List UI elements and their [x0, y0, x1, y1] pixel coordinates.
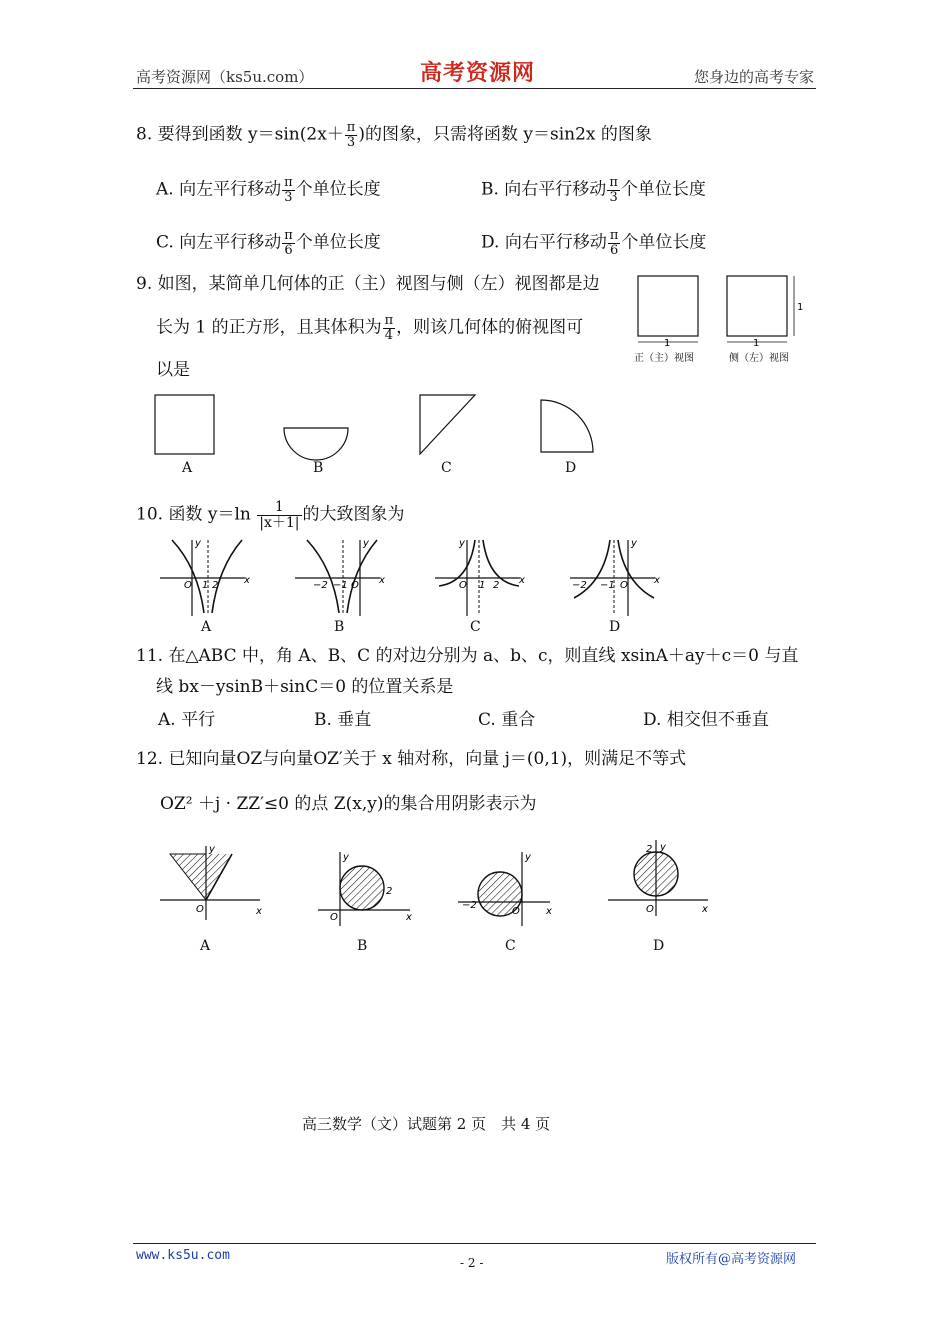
q9-line1: 9. 如图，某简单几何体的正（主）视图与侧（左）视图都是边 — [136, 274, 600, 294]
q12-label-a[interactable]: A — [200, 938, 211, 954]
side-view-dim-v: 1 — [797, 302, 804, 313]
svg-text:1: 1 — [479, 580, 486, 591]
q12-line2: OZ² ＋j · ZZ′≤0 的点 Z(x,y)的集合用阴影表示为 — [160, 794, 537, 814]
footer-rule — [133, 1243, 816, 1244]
q12-line1: 12. 已知向量OZ与向量OZ′关于 x 轴对称，向量 j＝(0,1)，则满足不等式 — [136, 749, 687, 769]
svg-text:x: x — [244, 575, 250, 586]
q9-label-a[interactable]: A — [182, 460, 193, 476]
svg-text:−2: −2 — [572, 580, 587, 591]
q9-three-views — [630, 270, 810, 360]
q9-label-c[interactable]: C — [441, 460, 452, 476]
front-view-caption: 正（主）视图 — [634, 353, 694, 364]
footer-page-number: - 2 - — [460, 1256, 484, 1270]
q8-option-c[interactable]: C. 向左平行移动 $\frac{\pi}{6}$ 个单位长度 — [156, 228, 381, 258]
svg-text:−2: −2 — [462, 900, 477, 911]
q11-option-a[interactable]: A. 平行 — [158, 710, 216, 730]
q10-graph-a — [160, 538, 260, 618]
svg-text:y: y — [525, 852, 531, 863]
q9-label-d[interactable]: D — [565, 460, 577, 476]
svg-text:2: 2 — [646, 844, 653, 855]
svg-text:−1: −1 — [333, 580, 348, 591]
front-view-dim: 1 — [664, 338, 671, 349]
q12-label-c[interactable]: C — [505, 938, 516, 954]
q12-label-b[interactable]: B — [357, 938, 368, 954]
q11-line2: 线 bx－ysinB＋sinC＝0 的位置关系是 — [156, 677, 454, 697]
front-view-square — [638, 276, 698, 336]
svg-text:O: O — [184, 580, 192, 591]
q11-line1: 11. 在△ABC 中，角 A、B、C 的对边分别为 a、b、c，则直线 xsinA＋ay＋c＝0 与直 — [136, 646, 799, 666]
svg-text:x: x — [406, 912, 412, 923]
q11-option-b[interactable]: B. 垂直 — [314, 710, 372, 730]
header-site: 高考资源网（ks5u.com） — [136, 68, 314, 86]
svg-text:O: O — [351, 580, 359, 591]
q9-fig-a-square — [155, 395, 214, 454]
q10-label-d[interactable]: D — [609, 619, 621, 635]
q10-graph-c — [435, 538, 535, 618]
footer-site-link[interactable]: www.ks5u.com — [136, 1248, 230, 1263]
svg-text:y: y — [343, 852, 349, 863]
q8-stem: 8. 要得到函数 y＝sin(2x＋ $\frac{\pi}{3}$ )的图象，只需将函数 y＝sin2x 的图象 — [136, 120, 652, 150]
svg-text:1: 1 — [202, 580, 209, 591]
header-brand-logo: 高考资源网 — [420, 60, 536, 86]
branch-left — [439, 540, 475, 586]
q12-graph-d — [608, 838, 718, 918]
svg-text:2: 2 — [386, 886, 393, 897]
shaded-region — [170, 854, 206, 900]
svg-text:x: x — [519, 575, 525, 586]
q9-fig-c-triangle — [420, 395, 475, 454]
svg-text:O: O — [646, 904, 654, 915]
svg-text:y: y — [209, 844, 215, 855]
svg-text:y: y — [195, 538, 201, 549]
header-slogan: 您身边的高考专家 — [694, 68, 815, 86]
branch-right — [347, 540, 377, 613]
exam-page-footer: 高三数学（文）试题第 2 页 共 4 页 — [302, 1115, 551, 1133]
svg-text:2: 2 — [493, 580, 500, 591]
svg-text:O: O — [196, 904, 204, 915]
svg-text:y: y — [459, 538, 465, 549]
branch-right — [483, 540, 519, 586]
q12-graph-a — [160, 842, 270, 922]
q11-option-d[interactable]: D. 相交但不垂直 — [643, 710, 769, 730]
svg-text:O: O — [330, 912, 338, 923]
q8-option-b[interactable]: B. 向右平行移动 $\frac{\pi}{3}$ 个单位长度 — [481, 175, 706, 205]
branch-right — [212, 540, 242, 613]
svg-text:−2: −2 — [313, 580, 328, 591]
q12-label-d[interactable]: D — [653, 938, 665, 954]
svg-text:x: x — [702, 904, 708, 915]
q12-graph-b — [318, 848, 418, 928]
svg-text:2: 2 — [212, 580, 219, 591]
svg-text:y: y — [363, 538, 369, 549]
svg-text:O: O — [512, 906, 520, 917]
svg-text:x: x — [379, 575, 385, 586]
branch-left — [307, 540, 339, 613]
svg-text:−1: −1 — [600, 580, 615, 591]
q10-graph-b — [295, 538, 395, 618]
shaded-disk — [340, 866, 384, 910]
svg-text:x: x — [546, 906, 552, 917]
footer-copyright: 版权所有@高考资源网 — [666, 1252, 797, 1267]
svg-text:x: x — [654, 575, 660, 586]
q9-line3: 以是 — [156, 360, 190, 380]
q10-label-b[interactable]: B — [334, 619, 345, 635]
q8-option-d[interactable]: D. 向右平行移动 $\frac{\pi}{6}$ 个单位长度 — [481, 228, 707, 258]
q9-fig-b-semicircle — [284, 428, 348, 460]
branch-left — [172, 540, 204, 613]
q9-choice-figures — [150, 390, 630, 460]
header-rule — [133, 88, 816, 89]
q12-graph-c — [458, 848, 558, 928]
q10-label-c[interactable]: C — [470, 619, 481, 635]
svg-text:O: O — [620, 580, 628, 591]
q10-graph-d — [570, 538, 670, 618]
svg-text:y: y — [660, 842, 666, 853]
side-view-square — [727, 276, 787, 336]
q8-option-a[interactable]: A. 向左平行移动 $\frac{\pi}{3}$ 个单位长度 — [156, 175, 381, 205]
q9-line2: 长为 1 的正方形，且其体积为 $\frac{\pi}{4}$ ，则该几何体的俯视图可 — [156, 313, 584, 343]
q9-label-b[interactable]: B — [313, 460, 324, 476]
q9-fig-d-quarter-circle — [541, 400, 593, 452]
side-view-dim-h: 1 — [753, 338, 760, 349]
q10-label-a[interactable]: A — [201, 619, 212, 635]
side-view-caption: 侧（左）视图 — [729, 353, 789, 364]
svg-text:x: x — [256, 906, 262, 917]
q10-stem: 10. 函数 y＝ln $\frac{1}{|x+1|}$ 的大致图象为 — [136, 499, 405, 531]
svg-text:y: y — [631, 538, 637, 549]
svg-text:O: O — [459, 580, 467, 591]
q11-option-c[interactable]: C. 重合 — [478, 710, 536, 730]
